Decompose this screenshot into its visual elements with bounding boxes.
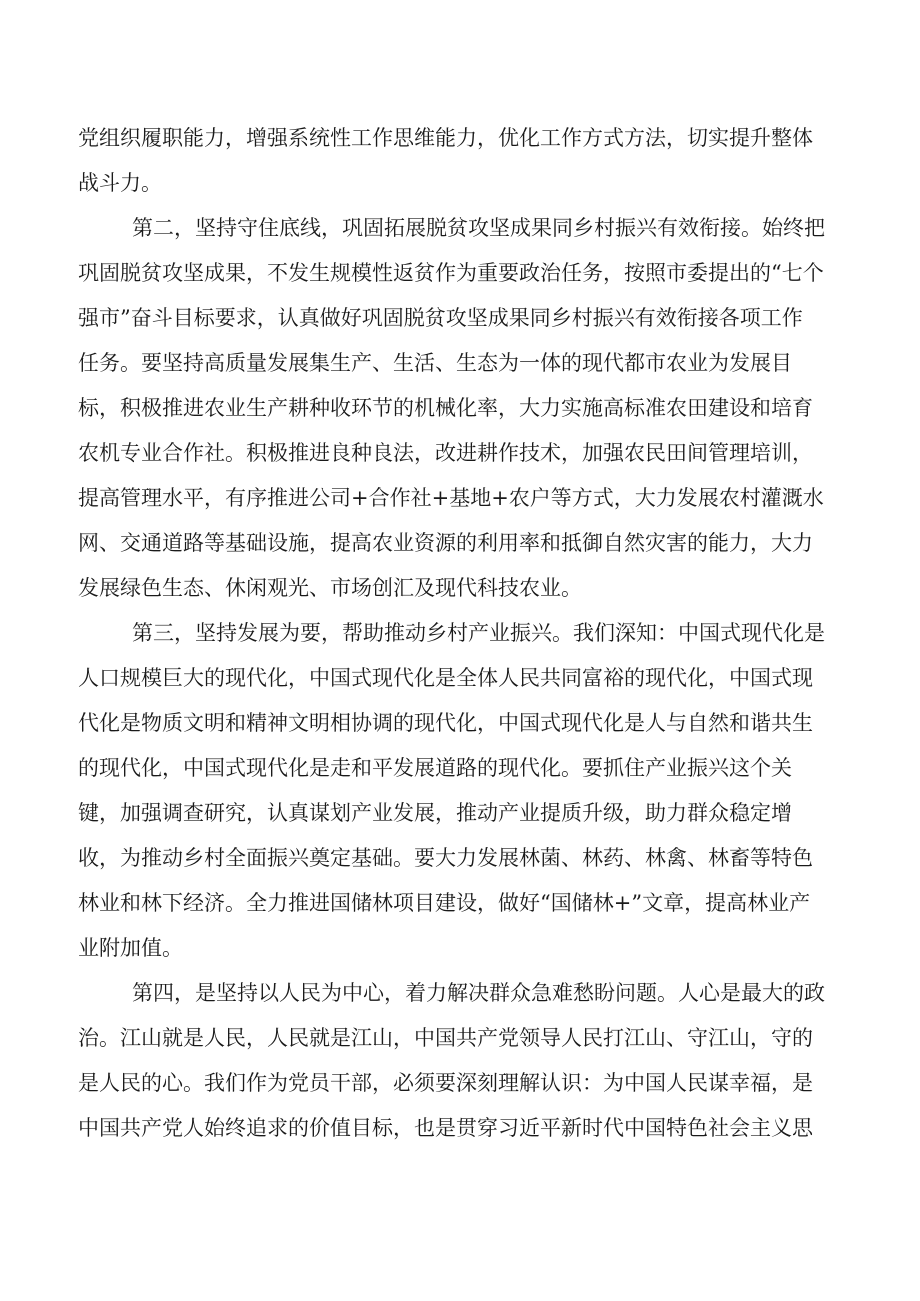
text-line: 的现代化，中国式现代化是走和平发展道路的现代化。要抓住产业振兴这个关 bbox=[78, 756, 792, 780]
text-line: 巩固脱贫攻坚成果，不发生规模性返贫作为重要政治任务，按照市委提出的“七个 bbox=[78, 261, 824, 285]
text-line: 收，为推动乡村全面振兴奠定基础。要大力发展林菌、林药、林禽、林畜等特色 bbox=[78, 846, 813, 870]
text-line: 强市”奋斗目标要求，认真做好巩固脱贫攻坚成果同乡村振兴有效衔接各项工作 bbox=[78, 306, 803, 330]
document-body bbox=[78, 116, 848, 1151]
paragraph-fourth-point bbox=[78, 971, 848, 1151]
text-line: 党组织履职能力，增强系统性工作思维能力，优化工作方式方法，切实提升整体 bbox=[78, 126, 813, 150]
text-line: 提高管理水平，有序推进公司+合作社+基地+农户等方式，大力发展农村灌溉水 bbox=[78, 486, 824, 510]
text-line: 林业和林下经济。全力推进国储林项目建设，做好“国储林+”文章，提高林业产 bbox=[78, 891, 811, 915]
text-line: 治。江山就是人民，人民就是江山，中国共产党领导人民打江山、守江山，守的 bbox=[78, 1026, 813, 1050]
text-line: 网、交通道路等基础设施，提高农业资源的利用率和抵御自然灾害的能力，大力 bbox=[78, 531, 813, 555]
text-line: 是人民的心。我们作为党员干部，必须要深刻理解认识：为中国人民谋幸福，是 bbox=[78, 1071, 813, 1095]
paragraph-second-point bbox=[78, 206, 848, 611]
paragraph-third-point bbox=[78, 611, 848, 971]
text-line: 键，加强调查研究，认真谋划产业发展，推动产业提质升级，助力群众稳定增 bbox=[78, 801, 792, 825]
text-line: 中国共产党人始终追求的价值目标，也是贯穿习近平新时代中国特色社会主义思 bbox=[78, 1116, 813, 1140]
paragraph-continuation bbox=[78, 116, 848, 206]
text-line: 发展绿色生态、休闲观光、市场创汇及现代科技农业。 bbox=[78, 576, 582, 600]
text-line: 任务。要坚持高质量发展集生产、生活、生态为一体的现代都市农业为发展目 bbox=[78, 351, 792, 375]
text-line: 业附加值。 bbox=[78, 936, 183, 960]
text-line-first: 第四，是坚持以人民为中心，着力解决群众急难愁盼问题。人心是最大的政 bbox=[132, 981, 825, 1005]
text-line: 人口规模巨大的现代化，中国式现代化是全体人民共同富裕的现代化，中国式现 bbox=[78, 666, 813, 690]
text-line-first: 第三，坚持发展为要，帮助推动乡村产业振兴。我们深知：中国式现代化是 bbox=[132, 621, 825, 645]
text-line: 代化是物质文明和精神文明相协调的现代化，中国式现代化是人与自然和谐共生 bbox=[78, 711, 813, 735]
text-line-first: 第二，坚持守住底线，巩固拓展脱贫攻坚成果同乡村振兴有效衔接。始终把 bbox=[132, 216, 825, 240]
text-line: 战斗力。 bbox=[78, 171, 162, 195]
text-line: 农机专业合作社。积极推进良种良法，改进耕作技术，加强农民田间管理培训， bbox=[78, 441, 813, 465]
text-line: 标，积极推进农业生产耕种收环节的机械化率，大力实施高标准农田建设和培育 bbox=[78, 396, 813, 420]
